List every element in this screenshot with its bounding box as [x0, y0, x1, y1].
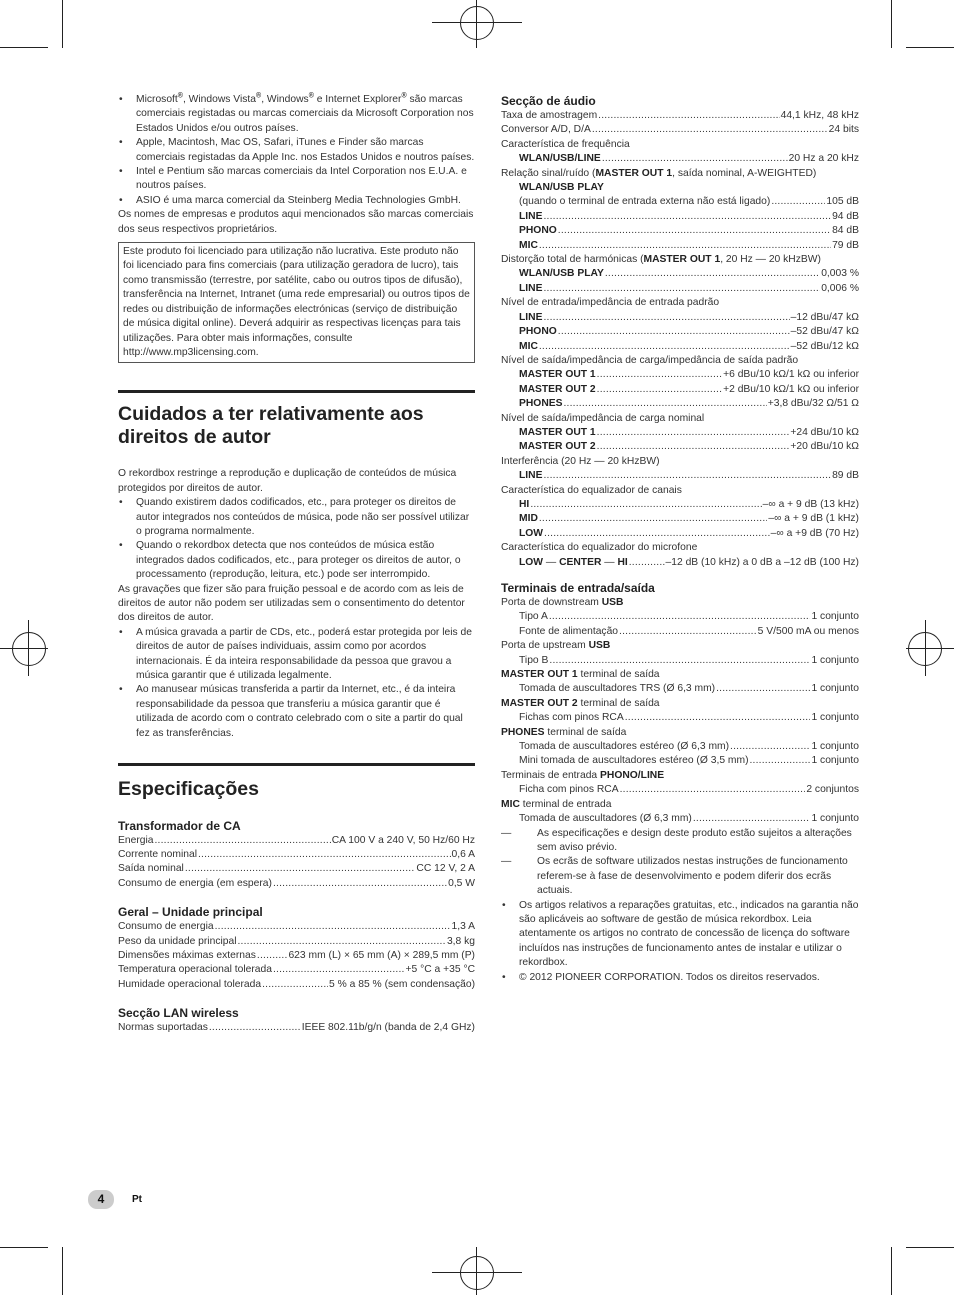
spec-row: Tipo A ..... 1 conjunto [501, 610, 859, 624]
spec-row: LINE ..... –12 dBu/47 kΩ [501, 311, 859, 325]
list-item: • Quando existirem dados codificados, etc., para proteger os direitos de autor integrados nos conteúdos de música, pode não ser possível utilizar o programa normalmente. [118, 496, 475, 539]
spec-row: Saída nominal ..... CC 12 V, 2 A [118, 862, 475, 876]
crop-mark [925, 620, 926, 676]
spec-row: Tomada de auscultadores TRS (Ø 6,3 mm) ..... 1 conjunto [501, 682, 859, 696]
spec-row: Fichas com pinos RCA ..... 1 conjunto [501, 711, 859, 725]
spec-row: (quando o terminal de entrada externa não está ligado) ..... 105 dB [501, 195, 859, 209]
spec-label: Nível de saída/impedância de carga nominal [501, 412, 705, 424]
registration-mark [460, 1256, 494, 1290]
spec-row: LOW ..... –∞ a +9 dB (70 Hz) [501, 527, 859, 541]
crop-mark [28, 620, 29, 676]
page-number: 4 [88, 1190, 114, 1209]
spec-row: WLAN/USB PLAY ..... 0,003 % [501, 267, 859, 281]
crop-mark [432, 22, 522, 23]
crop-mark [0, 47, 48, 48]
copyright-heading: Cuidados a ter relativamente aos direitos de autor [118, 390, 475, 448]
spec-label: MASTER OUT 2 terminal de saída [501, 697, 660, 709]
crop-mark [906, 1247, 954, 1248]
general-heading: Geral – Unidade principal [118, 905, 263, 920]
spec-label: Relação sinal/ruído (MASTER OUT 1, saída nominal, A-WEIGHTED) [501, 167, 817, 179]
crop-mark [476, 0, 477, 48]
list-item: • A música gravada a partir de CDs, etc., poderá estar protegida por leis de direitos de autor de países individuais, assim como por acordos internacionais. É da inteira responsabilidade da pessoa que gravou a música garantir que é utilizada legalmente. [118, 626, 475, 684]
io-heading: Terminais de entrada/saída [501, 581, 655, 595]
spec-row: LINE ..... 89 dB [501, 469, 859, 483]
ac-heading: Transformador de CA [118, 818, 241, 833]
spec-label: Nível de saída/impedância de carga/impedância de saída padrão [501, 354, 799, 366]
spec-row: PHONO ..... –52 dBu/47 kΩ [501, 325, 859, 339]
spec-row: Normas suportadas ..... IEEE 802.11b/g/n (banda de 2,4 GHz) [118, 1021, 475, 1035]
spec-row: MASTER OUT 1 ..... +24 dBu/10 kΩ [501, 426, 859, 440]
crop-mark [891, 1247, 892, 1295]
spec-label: Característica do equalizador de canais [501, 484, 682, 496]
spec-row: Tomada de auscultadores (Ø 6,3 mm) ..... 1 conjunto [501, 812, 859, 826]
spec-row: Dimensões máximas externas ..... 623 mm (L) × 65 mm (A) × 289,5 mm (P) [118, 949, 475, 963]
license-box: Este produto foi licenciado para utilização não lucrativa. Este produto não foi licenciado para fins comerciais (para utilização geradora de lucro), tais como transmissão (terrestre, por satélite, cabo ou outros tipos de difusão), transferência na Internet, Intranet (uma rede empresarial) ou outros tipos de redes ou distribuição de informações electrónicas (serviço de distribuição de música digital online). Deverá adquirir as respectivas licenças para tais utilizações. Para obter mais informações, consulte http://www.mp3licensing.com. [118, 242, 475, 363]
right-column [501, 93, 859, 985]
crop-mark [62, 0, 63, 48]
spec-row: Humidade operacional tolerada ..... 5 % a 85 % (sem condensação) [118, 978, 475, 992]
registration-mark [12, 632, 46, 666]
spec-label: Porta de upstream USB [501, 640, 611, 652]
general-rows [118, 920, 475, 992]
list-item: — Os ecrãs de software utilizados nestas instruções de funcionamento referem-se à fase de desenvolvimento e podem diferir dos ecrãs actuais. [501, 855, 859, 898]
spec-row: Conversor A/D, D/A ..... 24 bits [501, 123, 859, 137]
spec-row: Mini tomada de auscultadores estéreo (Ø 3,5 mm) ..... 1 conjunto [501, 754, 859, 768]
spec-label: Interferência (20 Hz — 20 kHzBW) [501, 455, 660, 467]
spec-row: Corrente nominal ..... 0,6 A [118, 848, 475, 862]
spec-row: LOW — CENTER — HI ..... –12 dB (10 kHz) a 0 dB a –12 dB (100 Hz) [501, 556, 859, 570]
crop-mark [0, 648, 48, 649]
spec-label: Distorção total de harmónicas (MASTER OUT 1, 20 Hz — 20 kHzBW) [501, 254, 821, 266]
spec-label: Nível de entrada/impedância de entrada padrão [501, 297, 720, 309]
spec-row: PHONO ..... 84 dB [501, 224, 859, 238]
spec-label: Porta de downstream USB [501, 597, 624, 608]
notes-list [501, 899, 859, 985]
spec-row: MASTER OUT 2 ..... +2 dBu/10 kΩ/1 kΩ ou inferior [501, 383, 859, 397]
spec-label: PHONES terminal de saída [501, 726, 627, 738]
notes-list [501, 827, 859, 899]
crop-mark [906, 47, 954, 48]
spec-label: MASTER OUT 1 terminal de saída [501, 669, 660, 681]
spec-row: Ficha com pinos RCA ..... 2 conjuntos [501, 783, 859, 797]
trademark-list [118, 93, 475, 208]
spec-row: Tomada de auscultadores estéreo (Ø 6,3 mm) ..... 1 conjunto [501, 740, 859, 754]
spec-row: LINE ..... 94 dB [501, 210, 859, 224]
specs-heading: Especificações [118, 763, 475, 801]
spec-row: Fonte de alimentação ..... 5 V/500 mA ou menos [501, 625, 859, 639]
list-item: • ASIO é uma marca comercial da Steinberg Media Technologies GmbH. [118, 194, 475, 208]
spec-row: MASTER OUT 1 ..... +6 dBu/10 kΩ/1 kΩ ou inferior [501, 368, 859, 382]
list-item: • Os artigos relativos a reparações gratuitas, etc., indicados na garantia não são aplicáveis ao software de gestão de música rekordbox. Leia atentamente os artigos no contrato de concessão de licença do software incluídos nas instruções de funcionamento antes de instalar e utilizar o rekordbox. [501, 899, 859, 971]
list-item: • Quando o rekordbox detecta que nos conteúdos de música estão integrados dados codificados, etc., para proteger os direitos de autor, o processamento (reprodução, leitura, etc.) pode ser interrompido. [118, 539, 475, 582]
crop-mark [476, 1247, 477, 1295]
spec-row: Consumo de energia (em espera) ..... 0,5 W [118, 877, 475, 891]
spec-row: Tipo B ..... 1 conjunto [501, 654, 859, 668]
spec-row: Temperatura operacional tolerada ..... +5 °C a +35 °C [118, 963, 475, 977]
spec-row: Consumo de energia ..... 1,3 A [118, 920, 475, 934]
spec-sublabel: WLAN/USB PLAY [519, 182, 604, 194]
spec-row: LINE ..... 0,006 % [501, 282, 859, 296]
language-code: Pt [132, 1194, 142, 1205]
spec-label: MIC terminal de entrada [501, 798, 612, 810]
spec-row: Peso da unidade principal ..... 3,8 kg [118, 935, 475, 949]
copyright-list [118, 626, 475, 741]
copyright-list [118, 496, 475, 582]
crop-mark [891, 0, 892, 48]
lan-heading: Secção LAN wireless [118, 1006, 239, 1021]
trademark-note: Os nomes de empresas e produtos aqui mencionados são marcas comerciais dos seus respectivos proprietários. [118, 209, 474, 235]
crop-mark [0, 1247, 48, 1248]
audio-heading: Secção de áudio [501, 94, 596, 108]
registration-mark [460, 6, 494, 40]
spec-row: MIC ..... –52 dBu/12 kΩ [501, 340, 859, 354]
spec-label: Terminais de entrada PHONO/LINE [501, 769, 665, 781]
list-item: • Ao manusear músicas transferida a partir da Internet, etc., é da inteira responsabilidade da pessoa que transferiu a música garantir que é utilizada de acordo com o contrato celebrado com o site a partir do qual fez as transferências. [118, 683, 475, 741]
spec-row: Energia ..... CA 100 V a 240 V, 50 Hz/60 Hz [118, 834, 475, 848]
paragraph: O rekordbox restringe a reprodução e duplicação de conteúdos de música protegidos por direitos de autor. [118, 468, 457, 494]
list-item: • © 2012 PIONEER CORPORATION. Todos os direitos reservados. [501, 971, 859, 985]
spec-row: WLAN/USB/LINE ..... 20 Hz a 20 kHz [501, 152, 859, 166]
list-item: • Microsoft®, Windows Vista®, Windows® e Internet Explorer® são marcas comerciais registadas ou marcas comerciais da Microsoft Corporation nos Estados Unidos e/ou outros países. [118, 93, 475, 136]
spec-row: PHONES ..... +3,8 dBu/32 Ω/51 Ω [501, 397, 859, 411]
crop-mark [432, 1272, 522, 1273]
spec-label: Característica de frequência [501, 138, 630, 150]
spec-row: MID ..... –∞ a + 9 dB (1 kHz) [501, 512, 859, 526]
list-item: • Apple, Macintosh, Mac OS, Safari, iTunes e Finder são marcas comerciais registadas da Apple Inc. nos Estados Unidos e noutros países. [118, 136, 475, 165]
paragraph: As gravações que fizer são para fruição pessoal e de acordo com as leis de direitos de autor não podem ser utilizadas sem o consentimento do detentor dos direitos de autor. [118, 583, 465, 624]
spec-row: Taxa de amostragem ..... 44,1 kHz, 48 kHz [501, 109, 859, 123]
list-item: • Intel e Pentium são marcas comerciais da Intel Corporation nos E.U.A. e noutros países. [118, 165, 475, 194]
spec-row: MIC ..... 79 dB [501, 239, 859, 253]
list-item: — As especificações e design deste produto estão sujeitos a alterações sem aviso prévio. [501, 827, 859, 856]
crop-mark [906, 648, 954, 649]
spec-row: MASTER OUT 2 ..... +20 dBu/10 kΩ [501, 440, 859, 454]
crop-mark [62, 1247, 63, 1295]
spec-label: Característica do equalizador do microfone [501, 542, 698, 554]
ac-rows [118, 834, 475, 892]
left-column [118, 93, 475, 1036]
spec-row: HI ..... –∞ a + 9 dB (13 kHz) [501, 498, 859, 512]
